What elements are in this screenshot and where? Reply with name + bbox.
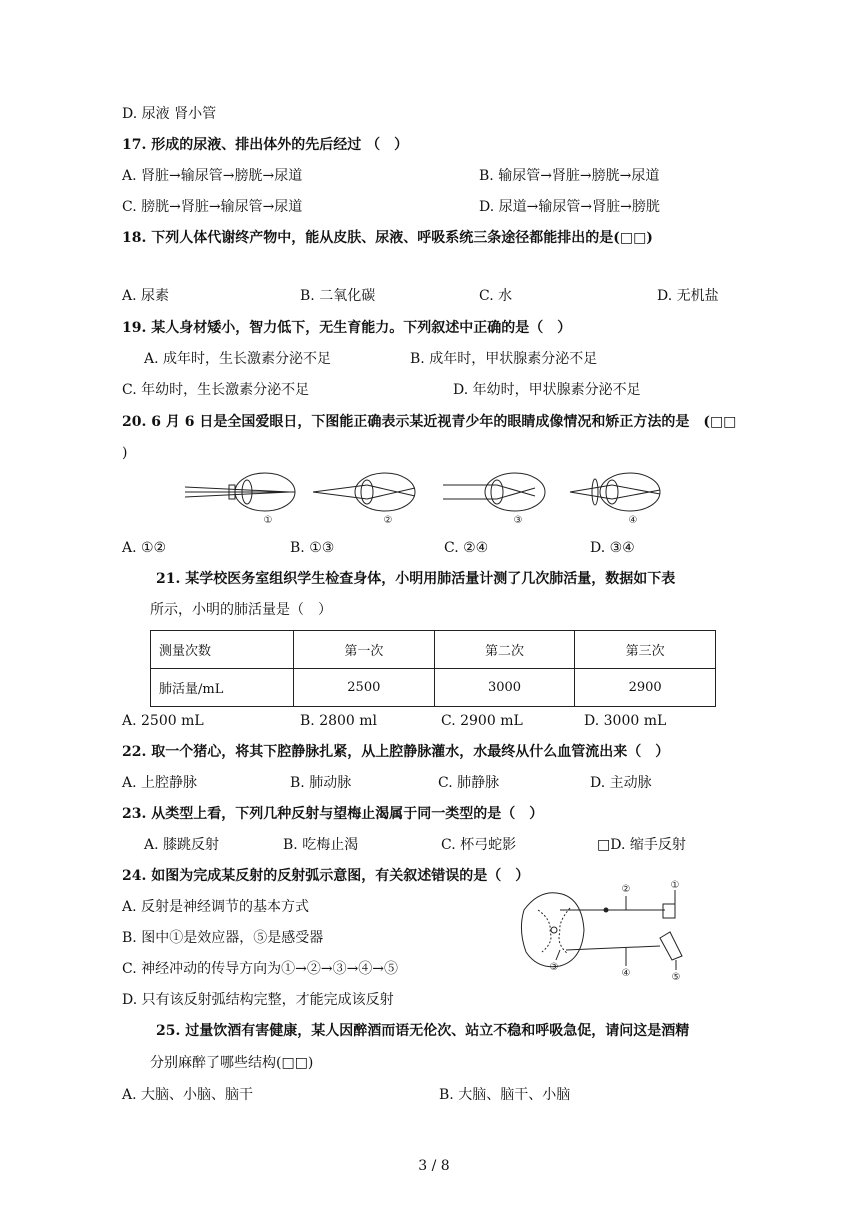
table-header-cell: 测量次数 (151, 631, 294, 669)
question-25-cont: 分别麻醉了哪些结构(□□) (150, 1055, 314, 1071)
q24-option-d[interactable]: D. 只有该反射弧结构完整，才能完成该反射 (122, 992, 394, 1008)
table-cell: 2500 (294, 669, 435, 707)
table-header-cell: 第一次 (294, 631, 435, 669)
eye-diagram-3 (443, 473, 545, 511)
q24-option-c[interactable]: C. 神经冲动的传导方向为①→②→③→④→⑤ (122, 961, 399, 977)
eye-label-3: ③ (513, 515, 523, 526)
q21-option-a[interactable]: A. 2500 mL (122, 713, 204, 729)
table-cell: 肺活量/mL (151, 669, 294, 707)
eye-diagrams-figure (185, 470, 675, 528)
question-25: 25. 过量饮酒有害健康，某人因醉酒而语无伦次、站立不稳和呼吸急促，请问这是酒精 (156, 1023, 690, 1039)
q20-option-d[interactable]: D. ③④ (590, 540, 635, 556)
q23-option-c[interactable]: C. 杯弓蛇影 (441, 837, 517, 853)
answer-option-d-prev: D. 尿液 肾小管 (122, 106, 217, 122)
q23-option-d[interactable]: □D. 缩手反射 (597, 837, 686, 853)
arc-label-5: ⑤ (671, 972, 681, 983)
q17-option-a[interactable]: A. 肾脏→输尿管→膀胱→尿道 (122, 168, 303, 184)
question-23: 23. 从类型上看，下列几种反射与望梅止渴属于同一类型的是（ ） (122, 806, 544, 822)
q24-option-b[interactable]: B. 图中①是效应器，⑤是感受器 (122, 930, 324, 946)
q19-option-c[interactable]: C. 年幼时，生长激素分泌不足 (122, 382, 310, 398)
q18-option-c[interactable]: C. 水 (479, 288, 513, 304)
q19-option-a[interactable]: A. 成年时，生长激素分泌不足 (144, 351, 332, 367)
arc-label-2: ② (621, 884, 631, 895)
q22-option-d[interactable]: D. 主动脉 (590, 775, 652, 791)
eye-label-4: ④ (628, 515, 638, 526)
q17-option-d[interactable]: D. 尿道→输尿管→肾脏→膀胱 (479, 199, 660, 215)
q17-option-b[interactable]: B. 输尿管→肾脏→膀胱→尿道 (479, 168, 660, 184)
q25-option-b[interactable]: B. 大脑、脑干、小脑 (439, 1087, 571, 1103)
q22-option-a[interactable]: A. 上腔静脉 (122, 775, 198, 791)
q22-option-b[interactable]: B. 肺动脉 (290, 775, 352, 791)
eye-diagram-1 (185, 473, 295, 511)
q17-option-c[interactable]: C. 膀胱→肾脏→输尿管→尿道 (122, 199, 303, 215)
q24-option-a[interactable]: A. 反射是神经调节的基本方式 (122, 899, 310, 915)
eye-label-2: ② (383, 515, 393, 526)
q23-option-a[interactable]: A. 膝跳反射 (144, 837, 220, 853)
q19-option-d[interactable]: D. 年幼时，甲状腺素分泌不足 (453, 382, 641, 398)
q21-option-d[interactable]: D. 3000 mL (584, 713, 667, 729)
q25-option-a[interactable]: A. 大脑、小脑、脑干 (122, 1087, 254, 1103)
arc-label-3: ③ (549, 962, 559, 973)
table-header-row (151, 631, 716, 669)
q21-option-b[interactable]: B. 2800 ml (300, 713, 378, 729)
arc-label-1: ① (670, 880, 680, 891)
table-cell: 3000 (434, 669, 575, 707)
question-18: 18. 下列人体代谢终产物中，能从皮肤、尿液、呼吸系统三条途径都能排出的是(□□) (122, 230, 653, 246)
table-row (151, 669, 716, 707)
q22-option-c[interactable]: C. 肺静脉 (438, 775, 500, 791)
question-20-cont: ) (122, 445, 128, 461)
q19-option-b[interactable]: B. 成年时，甲状腺素分泌不足 (410, 351, 598, 367)
eye-diagram-2 (313, 473, 415, 511)
q23-option-b[interactable]: B. 吃梅止渴 (283, 837, 359, 853)
reflex-arc-figure (520, 880, 690, 986)
table-header-cell: 第三次 (575, 631, 716, 669)
q20-option-a[interactable]: A. ①② (122, 540, 167, 556)
lung-capacity-table (150, 630, 716, 707)
question-19: 19. 某人身材矮小，智力低下，无生育能力。下列叙述中正确的是（ ） (122, 320, 572, 336)
arc-label-4: ④ (621, 968, 631, 979)
q20-option-b[interactable]: B. ①③ (290, 540, 335, 556)
question-20: 20. 6 月 6 日是全国爱眼日，下图能正确表示某近视青少年的眼睛成像情况和矫正方法的是 (□□ (122, 414, 737, 430)
q20-option-c[interactable]: C. ②④ (444, 540, 489, 556)
question-24: 24. 如图为完成某反射的反射弧示意图，有关叙述错误的是（ ） (122, 868, 530, 884)
q18-option-a[interactable]: A. 尿素 (122, 288, 170, 304)
q21-option-c[interactable]: C. 2900 mL (441, 713, 523, 729)
question-21: 21. 某学校医务室组织学生检查身体，小明用肺活量计测了几次肺活量，数据如下表 (156, 571, 676, 587)
question-17: 17. 形成的尿液、排出体外的先后经过 （ ） (122, 137, 409, 153)
table-cell: 2900 (575, 669, 716, 707)
q18-option-b[interactable]: B. 二氧化碳 (300, 288, 376, 304)
table-header-cell: 第二次 (434, 631, 575, 669)
q18-option-d[interactable]: D. 无机盐 (657, 288, 719, 304)
question-21-cont: 所示，小明的肺活量是（ ） (150, 602, 332, 618)
page-number: 3 / 8 (418, 1158, 450, 1174)
eye-label-1: ① (263, 515, 273, 526)
question-22: 22. 取一个猪心，将其下腔静脉扎紧，从上腔静脉灌水，水最终从什么血管流出来（ ） (122, 744, 670, 760)
eye-diagram-4 (570, 473, 660, 511)
